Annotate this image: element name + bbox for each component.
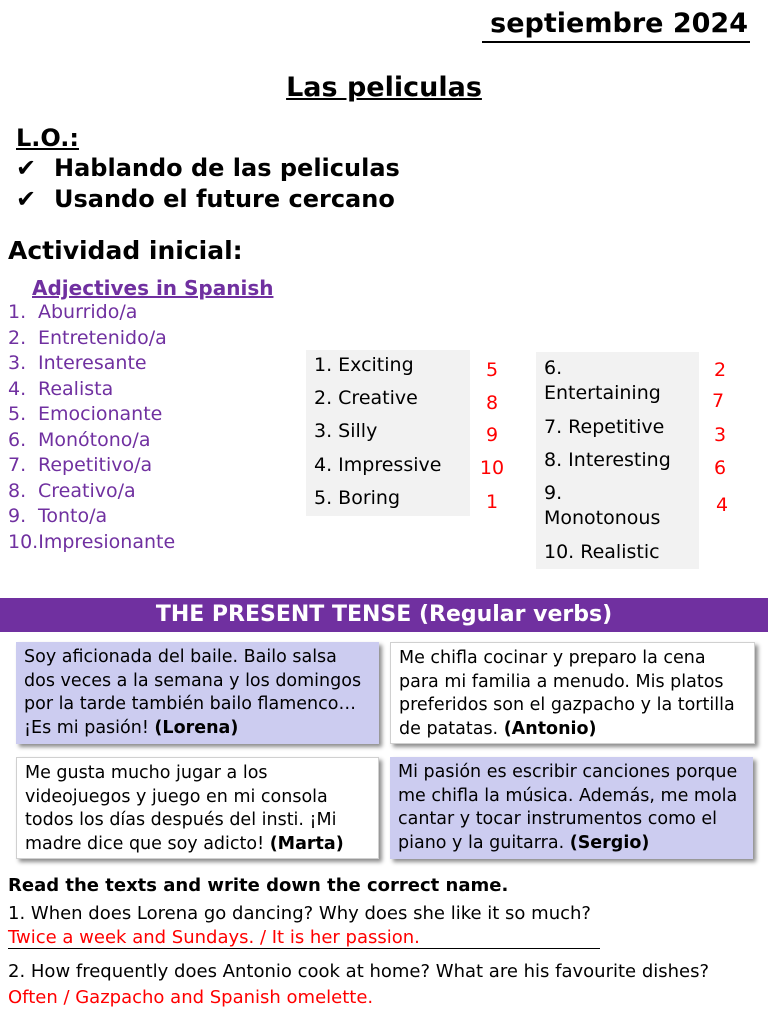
list-item: 3. Silly <box>314 420 378 442</box>
list-item: 1. Exciting <box>314 354 414 376</box>
list-item: 6. Monótono/a <box>8 428 151 451</box>
list-item: 10. Realistic <box>544 541 660 563</box>
lo-item-text: Hablando de las peliculas <box>54 154 400 182</box>
list-item: 8. Interesting <box>544 449 671 471</box>
page-title: Las peliculas <box>286 72 482 103</box>
answer-number: 1 <box>485 491 499 513</box>
answer-number: 2 <box>713 359 727 381</box>
checkmark-icon: ✔ <box>16 185 37 213</box>
list-item: 2. Creative <box>314 387 418 409</box>
text-box-marta: Me gusta mucho jugar a los videojuegos y juego en mi consola todos los días después del insti. ¡Mi madre dice que soy adicto! (Marta) <box>16 757 379 859</box>
list-item: 10.Impresionante <box>8 530 176 553</box>
answer-number: 8 <box>485 392 499 414</box>
answer-number: 9 <box>485 424 499 446</box>
instruction: Read the texts and write down the correct name. <box>8 875 509 896</box>
list-item: 5. Emocionante <box>8 403 163 425</box>
answer-number: 5 <box>485 359 499 381</box>
list-item: 8. Creativo/a <box>8 479 136 502</box>
answer-number: 4 <box>715 494 729 516</box>
adjectives-heading: Adjectives in Spanish <box>32 276 274 300</box>
english-adjectives-box-1 <box>306 350 470 516</box>
english-adjectives-box-2 <box>536 352 699 569</box>
lo-item <box>16 185 395 213</box>
answer-number: 3 <box>713 424 727 446</box>
list-item: 7. Repetitivo/a <box>8 454 153 476</box>
text-box-antonio: Me chifla cocinar y preparo la cena para mi familia a menudo. Mis platos preferidos son el gazpacho y la tortilla de patatas. (Antonio) <box>390 642 755 744</box>
list-item: 4. Impressive <box>314 454 442 476</box>
text-box-lorena: Soy aficionada del baile. Bailo salsa dos veces a la semana y los domingos por la tarde también bailo flamenco… ¡Es mi pasión! (Lorena) <box>16 642 379 744</box>
list-item: 4. Realista <box>8 377 114 400</box>
activity-heading: Actividad inicial: <box>8 236 243 265</box>
list-item: 9. Tonto/a <box>8 505 108 527</box>
lo-item <box>16 154 400 182</box>
list-item: 2. Entretenido/a <box>8 326 167 349</box>
text-box-sergio: Mi pasión es escribir canciones porque me chifla la música. Además, me mola cantar y tocar instrumentos como el piano y la guitarra. (Sergio) <box>390 757 753 859</box>
list-item: 9. Monotonous <box>544 482 661 529</box>
list-item: 6. Entertaining <box>544 357 661 404</box>
date-heading: septiembre 2024 <box>482 8 750 43</box>
answer-2: Often / Gazpacho and Spanish omelette. <box>8 987 374 1008</box>
list-item: 7. Repetitive <box>544 416 665 438</box>
spanish-adjective-list <box>8 300 175 555</box>
lo-item-text: Usando el future cercano <box>54 185 395 213</box>
answer-number: 10 <box>479 457 505 479</box>
answer-number: 7 <box>711 390 725 412</box>
question-2: 2. How frequently does Antonio cook at home? What are his favourite dishes? <box>8 961 710 982</box>
question-1: 1. When does Lorena go dancing? Why does she like it so much? <box>8 903 591 924</box>
list-item: 3. Interesante <box>8 352 147 374</box>
list-item: 1. Aburrido/a <box>8 301 138 323</box>
checkmark-icon: ✔ <box>16 154 37 182</box>
present-tense-banner: THE PRESENT TENSE (Regular verbs) <box>0 598 768 632</box>
list-item: 5. Boring <box>314 487 401 509</box>
answer-number: 6 <box>713 457 727 479</box>
answer-1: Twice a week and Sundays. / It is her passion. <box>8 927 600 949</box>
lo-heading: L.O.: <box>16 124 79 152</box>
